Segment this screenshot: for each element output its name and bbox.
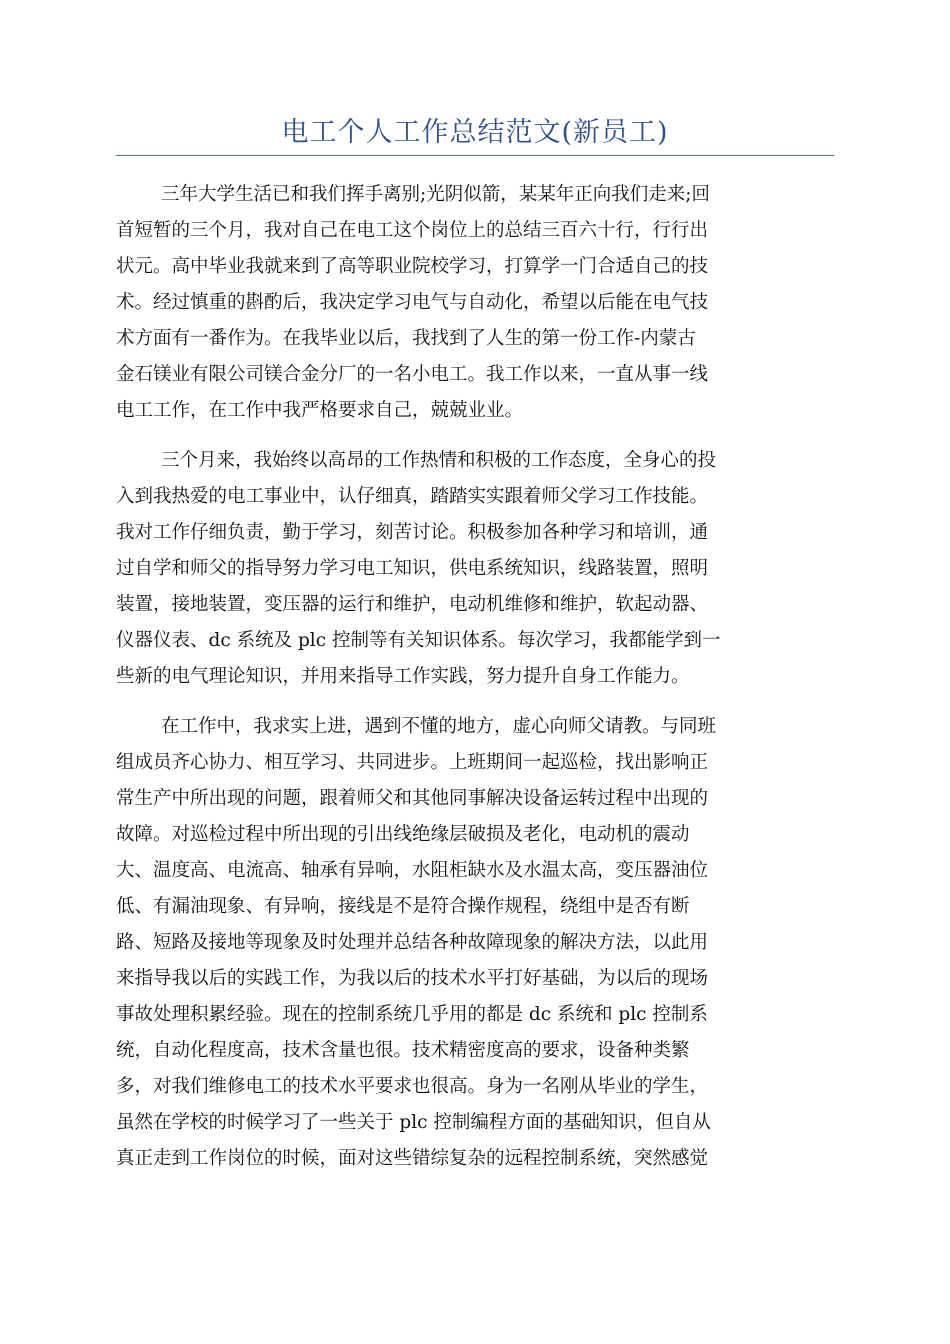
paragraph-line: 电工工作，在工作中我严格要求自己，兢兢业业。 — [116, 400, 524, 421]
paragraph-line: 过自学和师父的指导努力学习电工知识，供电系统知识，线路装置，照明 — [116, 558, 709, 579]
paragraph-1 — [116, 177, 834, 429]
paragraph-line: 大、温度高、电流高、轴承有异响，水阻柜缺水及水温太高，变压器油位 — [116, 860, 709, 881]
paragraph-line: 三年大学生活已和我们挥手离别;光阴似箭，某某年正向我们走来;回 — [161, 184, 710, 205]
paragraph-line: 虽然在学校的时候学习了一些关于 plc 控制编程方面的基础知识，但自从 — [116, 1112, 711, 1133]
document-body — [116, 177, 834, 1191]
paragraph-line: 仪器仪表、dc 系统及 plc 控制等有关知识体系。每次学习，我都能学到一 — [116, 630, 721, 651]
paragraph-line: 术。经过慎重的斟酌后，我决定学习电气与自动化，希望以后能在电气技 — [116, 292, 709, 313]
paragraph-line: 状元。高中毕业我就来到了高等职业院校学习，打算学一门合适自己的技 — [116, 256, 709, 277]
paragraph-line: 来指导我以后的实践工作，为我以后的技术水平打好基础，为以后的现场 — [116, 968, 709, 989]
paragraph-3 — [116, 709, 834, 1177]
document-title: 电工个人工作总结范文(新员工) — [281, 117, 669, 148]
paragraph-line: 入到我热爱的电工事业中，认仔细真，踏踏实实跟着师父学习工作技能。 — [116, 486, 709, 507]
paragraph-line: 常生产中所出现的问题，跟着师父和其他同事解决设备运转过程中出现的 — [116, 788, 709, 809]
paragraph-line: 真正走到工作岗位的时候，面对这些错综复杂的远程控制系统，突然感觉 — [116, 1148, 709, 1169]
paragraph-line: 在工作中，我求实上进，遇到不懂的地方，虚心向师父请教。与同班 — [161, 716, 717, 737]
paragraph-line: 些新的电气理论知识，并用来指导工作实践，努力提升自身工作能力。 — [116, 666, 690, 687]
paragraph-line: 术方面有一番作为。在我毕业以后，我找到了人生的第一份工作-内蒙古 — [116, 328, 696, 349]
paragraph-line: 组成员齐心协力、相互学习、共同进步。上班期间一起巡检，找出影响正 — [116, 752, 709, 773]
paragraph-line: 我对工作仔细负责，勤于学习，刻苦讨论。积极参加各种学习和培训，通 — [116, 522, 709, 543]
paragraph-line: 故障。对巡检过程中所出现的引出线绝缘层破损及老化，电动机的震动 — [116, 824, 690, 845]
paragraph-line: 首短暂的三个月，我对自己在电工这个岗位上的总结三百六十行，行行出 — [116, 220, 709, 241]
paragraph-line: 统，自动化程度高，技术含量也很。技术精密度高的要求，设备种类繁 — [116, 1040, 690, 1061]
paragraph-line: 事故处理积累经验。现在的控制系统几乎用的都是 dc 系统和 plc 控制系 — [116, 1004, 708, 1025]
paragraph-line: 多，对我们维修电工的技术水平要求也很高。身为一名刚从毕业的学生， — [116, 1076, 709, 1097]
paragraph-line: 三个月来，我始终以高昂的工作热情和积极的工作态度，全身心的投 — [161, 450, 717, 471]
paragraph-line: 路、短路及接地等现象及时处理并总结各种故障现象的解决方法，以此用 — [116, 932, 709, 953]
paragraph-line: 金石镁业有限公司镁合金分厂的一名小电工。我工作以来，一直从事一线 — [116, 364, 709, 385]
paragraph-line: 装置，接地装置，变压器的运行和维护，电动机维修和维护，软起动器、 — [116, 594, 709, 615]
paragraph-2 — [116, 443, 834, 695]
title-underline — [116, 155, 834, 156]
paragraph-line: 低、有漏油现象、有异响，接线是不是符合操作规程，绕组中是否有断 — [116, 896, 690, 917]
